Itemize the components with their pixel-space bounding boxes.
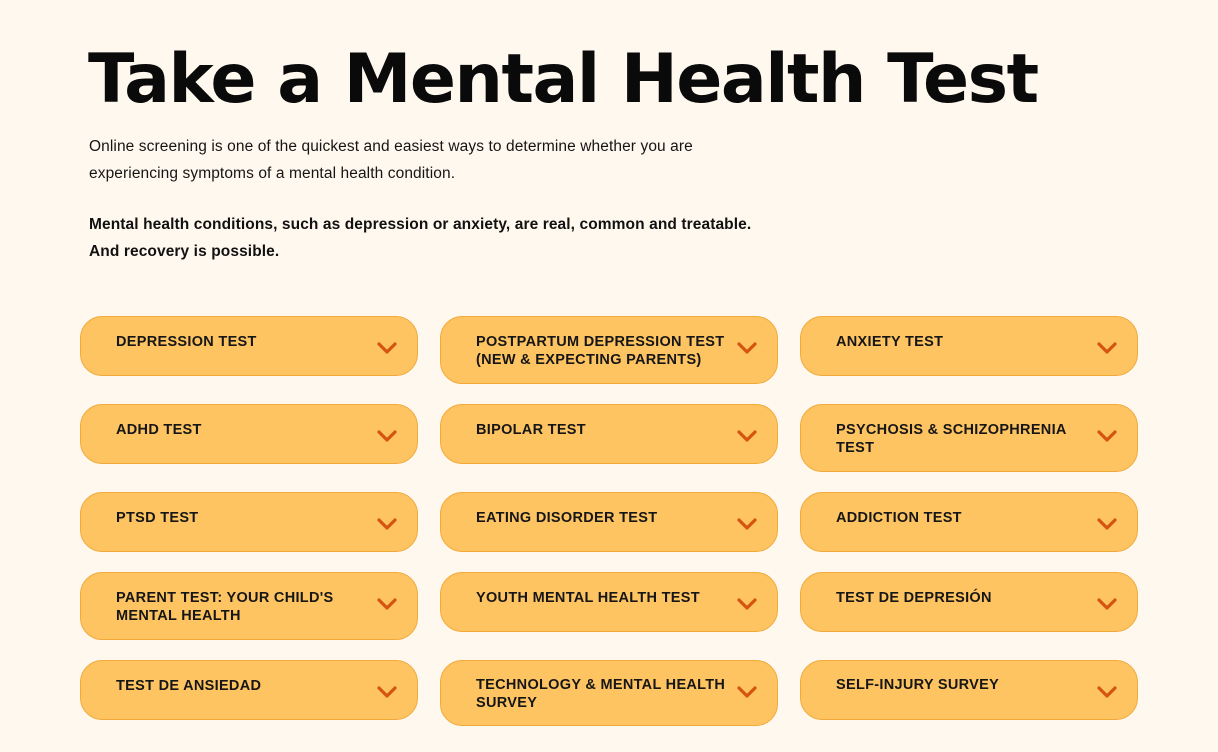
test-card-label: PTSD TEST — [116, 510, 199, 526]
test-card-label: PARENT TEST: YOUR CHILD'S MENTAL HEALTH — [116, 590, 334, 624]
chevron-down-icon — [377, 685, 397, 699]
test-card-label: BIPOLAR TEST — [476, 422, 586, 438]
test-card-postpartum-depression[interactable] — [440, 316, 778, 384]
test-card-youth-mental-health[interactable] — [440, 572, 778, 632]
test-card-label: TECHNOLOGY & MENTAL HEALTH SURVEY — [476, 677, 726, 711]
test-card-label: DEPRESSION TEST — [116, 334, 257, 350]
chevron-down-icon — [1097, 685, 1117, 699]
test-card-label: PSYCHOSIS & SCHIZOPHRENIA TEST — [836, 422, 1067, 456]
emphasis-text: Mental health conditions, such as depression or anxiety, are real, common and treatable. And recovery is possible. — [89, 216, 752, 260]
test-card-test-de-ansiedad[interactable] — [80, 660, 418, 720]
test-card-self-injury[interactable] — [800, 660, 1138, 720]
chevron-down-icon — [377, 597, 397, 611]
chevron-down-icon — [1097, 517, 1117, 531]
test-card-bipolar[interactable] — [440, 404, 778, 464]
chevron-down-icon — [737, 429, 757, 443]
chevron-down-icon — [1097, 341, 1117, 355]
chevron-down-icon — [737, 517, 757, 531]
chevron-down-icon — [737, 341, 757, 355]
test-card-label: YOUTH MENTAL HEALTH TEST — [476, 590, 700, 606]
page-title: Take a Mental Health Test — [88, 40, 1038, 119]
test-card-eating-disorder[interactable] — [440, 492, 778, 552]
chevron-down-icon — [1097, 429, 1117, 443]
test-card-label: ADHD TEST — [116, 422, 202, 438]
test-card-adhd[interactable] — [80, 404, 418, 464]
test-card-label: TEST DE DEPRESIÓN — [836, 590, 992, 606]
chevron-down-icon — [737, 685, 757, 699]
test-card-test-de-depresion[interactable] — [800, 572, 1138, 632]
test-card-technology-mental-health[interactable] — [440, 660, 778, 726]
chevron-down-icon — [377, 341, 397, 355]
test-card-label: EATING DISORDER TEST — [476, 510, 658, 526]
test-card-parent[interactable] — [80, 572, 418, 640]
test-card-label: SELF-INJURY SURVEY — [836, 677, 1000, 693]
test-card-psychosis-schizophrenia[interactable] — [800, 404, 1138, 472]
test-card-ptsd[interactable] — [80, 492, 418, 552]
chevron-down-icon — [1097, 597, 1117, 611]
test-card-depression[interactable] — [80, 316, 418, 376]
test-card-addiction[interactable] — [800, 492, 1138, 552]
test-card-label: ADDICTION TEST — [836, 510, 962, 526]
test-card-label: ANXIETY TEST — [836, 334, 944, 350]
chevron-down-icon — [737, 597, 757, 611]
intro-text: Online screening is one of the quickest and easiest ways to determine whether you are experiencing symptoms of a mental health condition. — [89, 138, 693, 182]
test-card-anxiety[interactable] — [800, 316, 1138, 376]
chevron-down-icon — [377, 517, 397, 531]
test-card-label: POSTPARTUM DEPRESSION TEST (NEW & EXPECTING PARENTS) — [476, 334, 725, 368]
chevron-down-icon — [377, 429, 397, 443]
test-card-label: TEST DE ANSIEDAD — [116, 678, 262, 694]
